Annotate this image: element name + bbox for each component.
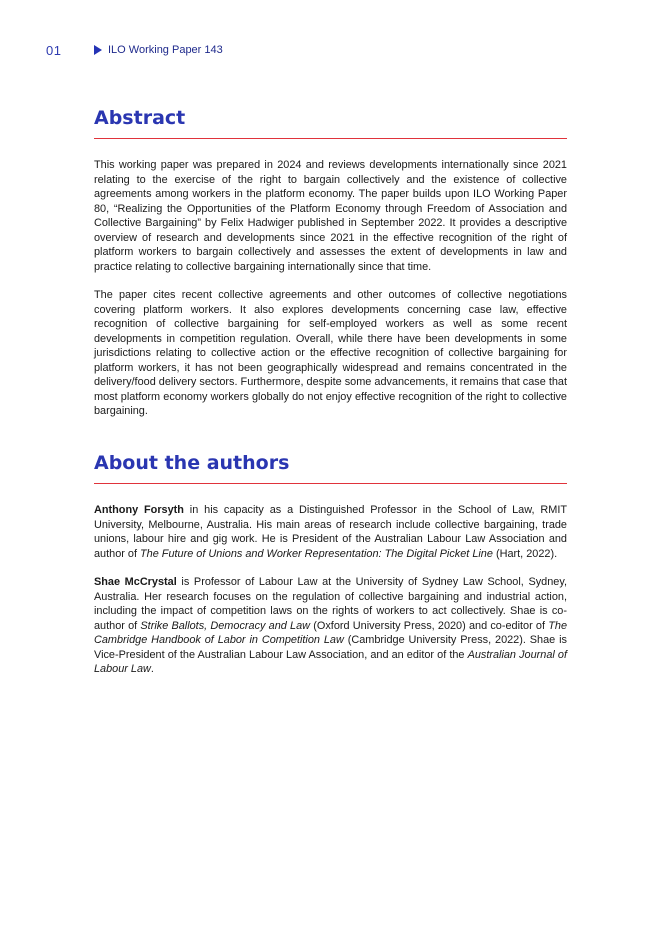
bio-text: in his capacity as a Distinguished Professor in the School of Law, RMIT University, Melbourne, Australia. His main areas of research include collective bargaining, trade unions, labour hire and gig work. He is President of the Australian Labour Law Association and author of bbox=[94, 504, 567, 560]
authors-heading: About the authors bbox=[94, 452, 567, 484]
book-title: The Future of Unions and Worker Representation: The Digital Picket Line bbox=[140, 547, 493, 560]
bio-text: (Cambridge University Press, 2022). Shae is Vice-President of the Australian Labour Law Association, and an editor of the bbox=[94, 634, 567, 661]
authors-section bbox=[94, 452, 567, 677]
bio-text: . bbox=[150, 663, 154, 675]
abstract-paragraph-1: This working paper was prepared in 2024 and reviews developments internationally since 2021 relating to the exercise of the right to bargain collectively and the existence of collective agreements among workers in the platform economy. The paper builds upon ILO Working Paper 80, “Realizing the Opportunities of the Platform Economy through Freedom of Association and Collective Bargaining” by Felix Hadwiger published in September 2022. It provides a descriptive overview of research and developments since 2021 in the effective recognition of the right of platform workers to bargain collectively and assesses the extent of developments in law and practice relating to collective bargaining internationally since that time. bbox=[94, 159, 567, 273]
abstract-section bbox=[94, 107, 567, 419]
abstract-heading: Abstract bbox=[94, 107, 567, 139]
book-title: The Cambridge Handbook of Labor in Competition Law bbox=[94, 619, 568, 646]
bio-text: (Oxford University Press, 2020) and co-editor of bbox=[310, 619, 549, 632]
triangle-marker-icon bbox=[94, 45, 102, 55]
running-title: ILO Working Paper 143 bbox=[108, 44, 223, 56]
book-title: Strike Ballots, Democracy and Law bbox=[140, 619, 311, 632]
running-header bbox=[94, 44, 223, 56]
author-bio-mccrystal bbox=[94, 575, 567, 677]
author-name: Anthony Forsyth bbox=[94, 504, 184, 516]
page-number: 01 bbox=[46, 43, 62, 58]
journal-title: Australian Journal of Labour Law bbox=[94, 648, 567, 675]
abstract-paragraph-2: The paper cites recent collective agreements and other outcomes of collective negotiations covering platform workers. It also explores developments concerning case law, effective recognition of collective bargaining for self-employed workers as well as some recent developments in competition regulation. Overall, while there have been developments in some jurisdictions relating to collective action or the effective recognition of collective bargaining for platform workers, it has not been geographically widespread and remains concentrated in the delivery/food delivery sectors. Furthermore, despite some advancements, it remains that case that most platform economy workers globally do not enjoy effective recognition of the right to collective bargaining. bbox=[94, 289, 567, 417]
bio-text: (Hart, 2022). bbox=[492, 547, 558, 560]
bio-text: is Professor of Labour Law at the University of Sydney Law School, Sydney, Australia. Her research focuses on the regulation of collective bargaining and industrial action, including the impact of competition laws on the rights of workers to act collectively. Shae is co-author of bbox=[94, 576, 567, 632]
author-bio-forsyth bbox=[94, 503, 567, 561]
author-name: Shae McCrystal bbox=[94, 576, 177, 588]
